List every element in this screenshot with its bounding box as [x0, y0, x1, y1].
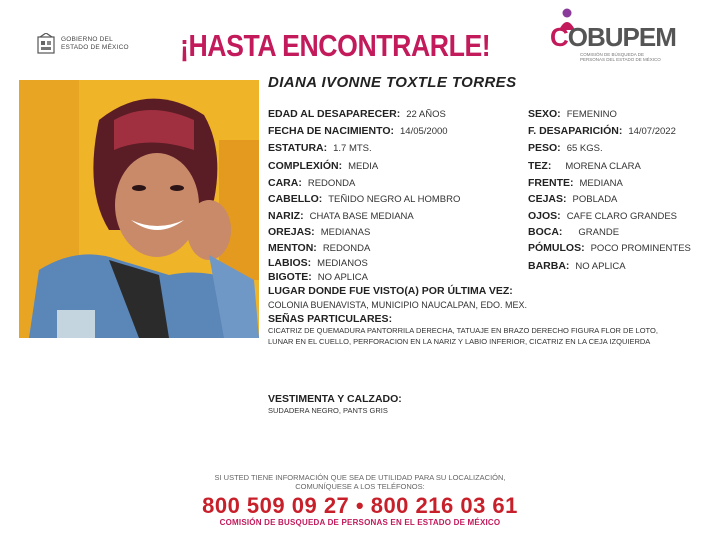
field-value: 14/05/2000 [400, 126, 448, 137]
contact-note-line1: SI USTED TIENE INFORMACIÓN QUE SEA DE UTILIDAD PARA SU LOCALIZACIÓN, [214, 473, 506, 482]
field-label: BIGOTE: [268, 271, 312, 283]
marks-label: SEÑAS PARTICULARES: [268, 313, 393, 325]
field-value: POCO PROMINENTES [590, 243, 691, 254]
field-mustache [268, 271, 368, 283]
field-eyebrows [528, 193, 617, 205]
contact-note-line2: COMUNÍQUESE A LOS TELÉFONOS: [295, 482, 425, 491]
field-eyes [528, 210, 677, 222]
field-value: 22 AÑOS [406, 109, 446, 120]
field-value: NO APLICA [575, 261, 626, 272]
field-beard [528, 260, 626, 272]
field-value: POBLADA [572, 194, 618, 205]
gov-line1: GOBIERNO DEL [61, 36, 113, 43]
field-value: MEDIA [348, 161, 379, 172]
cobupem-wordmark [550, 22, 676, 53]
field-value: MEDIANAS [320, 227, 371, 238]
gov-line2: ESTADO DE MÉXICO [61, 44, 129, 51]
field-label: OREJAS: [268, 226, 315, 238]
field-label: EDAD AL DESAPARECER: [268, 108, 401, 120]
field-height [268, 142, 372, 154]
field-nose [268, 210, 414, 222]
field-label: SEXO: [528, 108, 561, 120]
field-label: FECHA DE NACIMIENTO: [268, 125, 394, 137]
field-sex [528, 108, 617, 120]
last-seen-value: COLONIA BUENAVISTA, MUNICIPIO NAUCALPAN, EDO. MEX. [268, 300, 528, 310]
field-value: MEDIANOS [317, 258, 368, 269]
field-label: F. DESAPARICIÓN: [528, 125, 623, 137]
person-name: DIANA IVONNE TOXTLE TORRES [268, 74, 517, 91]
field-label: CEJAS: [528, 193, 567, 205]
field-value: REDONDA [322, 243, 371, 254]
field-label: PESO: [528, 142, 561, 154]
field-label: COMPLEXIÓN: [268, 160, 343, 172]
field-complexion [528, 160, 641, 172]
field-value: TEÑIDO NEGRO AL HOMBRO [328, 194, 461, 205]
field-label: BARBA: [528, 260, 570, 272]
field-value: MEDIANA [579, 178, 623, 189]
missing-person-photo [19, 80, 259, 338]
marks-line2: LUNAR EN EL CUELLO, PERFORACION EN LA NARIZ Y LABIO INFERIOR, CICATRIZ EN LA CEJA IZQUIERDA [268, 337, 651, 346]
marks-line1: CICATRIZ DE QUEMADURA PANTORRILA DERECHA, TATUAJE EN BRAZO DERECHO FIGURA FLOR DE LOTO, [268, 326, 658, 335]
field-weight [528, 142, 603, 154]
cobupem-subtitle: COMISIÓN DE BÚSQUEDA DE PERSONAS DEL ESTADO DE MÉXICO [580, 52, 661, 62]
clothing-label: VESTIMENTA Y CALZADO: [268, 393, 402, 405]
field-label: CARA: [268, 177, 302, 189]
field-value: 65 KGS. [566, 143, 603, 154]
cobupem-logo [550, 8, 676, 64]
field-value: GRANDE [578, 227, 620, 238]
field-label: BOCA: [528, 226, 563, 238]
cobupem-rest: OBUPEM [567, 22, 676, 52]
field-value: REDONDA [307, 178, 356, 189]
field-label: TEZ: [528, 160, 552, 172]
field-value: CAFE CLARO GRANDES [566, 211, 678, 222]
field-lips [268, 257, 368, 269]
field-label: ESTATURA: [268, 142, 328, 154]
field-ears [268, 226, 370, 238]
field-face [268, 177, 355, 189]
field-value: 14/07/2022 [628, 126, 676, 137]
field-hair [268, 193, 460, 205]
government-text [61, 36, 129, 52]
field-birthdate [268, 125, 448, 137]
field-build [268, 160, 378, 172]
field-label: PÓMULOS: [528, 242, 585, 254]
field-label: MENTON: [268, 242, 317, 254]
field-cheekbones [528, 242, 691, 254]
clothing-value: SUDADERA NEGRO, PANTS GRIS [268, 406, 388, 415]
last-seen-label: LUGAR DONDE FUE VISTO(A) POR ÚLTIMA VEZ: [268, 285, 513, 297]
field-value: FEMENINO [566, 109, 617, 120]
field-disappearance-date [528, 125, 676, 137]
field-label: LABIOS: [268, 257, 312, 269]
field-chin [268, 242, 370, 254]
field-label: OJOS: [528, 210, 561, 222]
field-value: CHATA BASE MEDIANA [309, 211, 414, 222]
field-label: NARIZ: [268, 210, 304, 222]
field-value: MORENA CLARA [565, 161, 641, 172]
field-age [268, 108, 446, 120]
field-mouth [528, 226, 619, 238]
cobupem-c: C [550, 22, 568, 52]
poster-title: ¡HASTA ENCONTRARLE! [180, 28, 491, 63]
field-forehead [528, 177, 623, 189]
government-logo [36, 32, 146, 56]
portrait-illustration [19, 80, 259, 338]
field-value: 1.7 MTS. [333, 143, 372, 154]
commission-name: COMISIÓN DE BUSQUEDA DE PERSONAS EN EL ESTADO DE MÉXICO [219, 518, 501, 527]
field-label: CABELLO: [268, 193, 323, 205]
field-value: NO APLICA [317, 272, 368, 283]
phone-numbers: 800 509 09 27 • 800 216 03 61 [202, 493, 518, 518]
field-label: FRENTE: [528, 177, 574, 189]
state-seal-icon [36, 33, 56, 55]
